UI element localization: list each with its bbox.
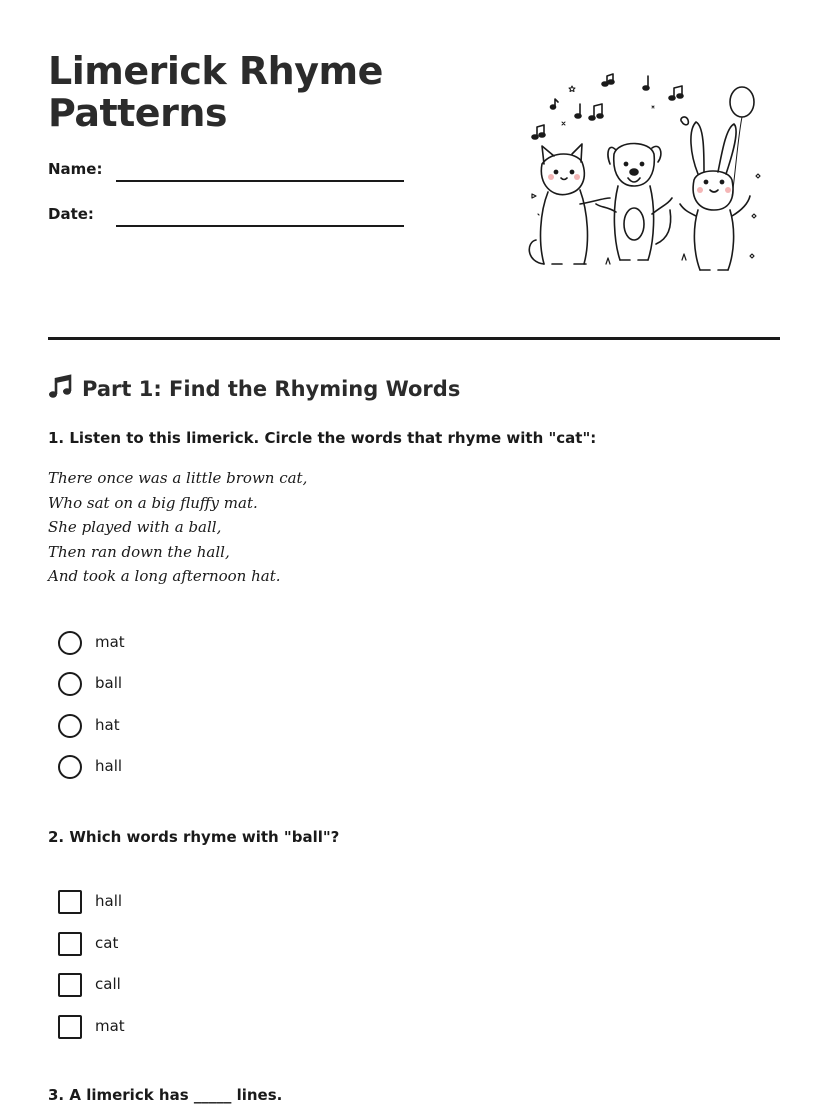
option-label: call — [95, 975, 121, 993]
poem-line: And took a long afternoon hat. — [48, 567, 281, 585]
question-2-prompt: 2. Which words rhyme with "ball"? — [48, 828, 340, 846]
date-label: Date: — [48, 205, 94, 223]
header-divider — [48, 337, 780, 340]
name-write-line[interactable] — [116, 180, 404, 182]
part1-title-text: Part 1: Find the Rhyming Words — [82, 377, 461, 401]
option-label: hall — [95, 757, 123, 775]
radio-button[interactable] — [58, 631, 82, 655]
name-label: Name: — [48, 160, 103, 178]
name-field[interactable] — [48, 160, 408, 184]
option-label: hat — [95, 716, 120, 734]
checkbox[interactable] — [58, 1015, 82, 1039]
music-note-icon — [48, 374, 74, 400]
option-label: mat — [95, 633, 125, 651]
option-label: hall — [95, 892, 123, 910]
title-line-2: Patterns — [48, 91, 227, 135]
radio-button[interactable] — [58, 714, 82, 738]
option-label: mat — [95, 1017, 125, 1035]
checkbox[interactable] — [58, 890, 82, 914]
bunny-drawing — [680, 87, 754, 270]
date-field[interactable] — [48, 205, 408, 229]
checkbox[interactable] — [58, 973, 82, 997]
date-write-line[interactable] — [116, 225, 404, 227]
title-line-1: Limerick Rhyme — [48, 49, 383, 93]
radio-button[interactable] — [58, 755, 82, 779]
part1-title — [48, 374, 460, 401]
question-1-prompt: 1. Listen to this limerick. Circle the words that rhyme with "cat": — [48, 429, 597, 447]
poem-line: She played with a ball, — [48, 518, 222, 536]
dog-drawing — [596, 144, 672, 261]
checkbox[interactable] — [58, 932, 82, 956]
worksheet-title — [48, 50, 383, 134]
cat-drawing — [529, 144, 610, 264]
poem-line: There once was a little brown cat, — [48, 469, 308, 487]
poem-line: Then ran down the hall, — [48, 542, 230, 561]
poem-line: Who sat on a big fluffy mat. — [48, 493, 258, 512]
music-notes-icon — [532, 74, 688, 139]
option-label: ball — [95, 674, 123, 692]
question-3-prompt: 3. A limerick has _____ lines. — [48, 1086, 283, 1104]
limerick-poem — [48, 466, 307, 589]
dancing-animals-music-illustration — [522, 64, 768, 286]
option-label: cat — [95, 934, 119, 952]
radio-button[interactable] — [58, 672, 82, 696]
